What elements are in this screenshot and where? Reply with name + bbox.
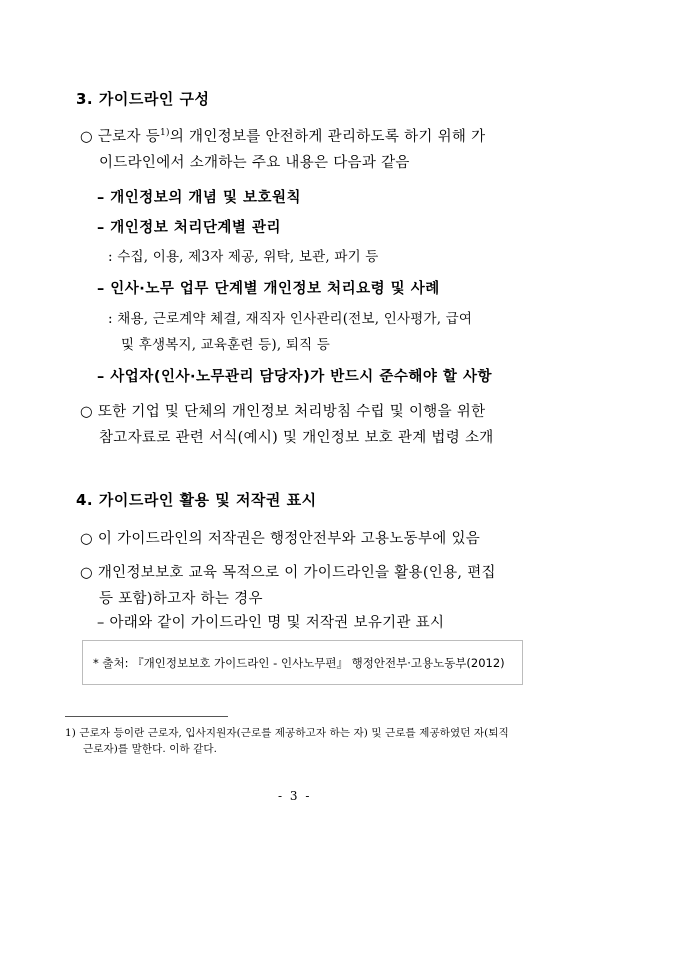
section-3-item-4: – 사업자(인사·노무관리 담당자)가 반드시 준수해야 할 사항 <box>97 369 492 385</box>
section-3-item-3-detail-line-2: 및 후생복지, 교육훈련 등), 퇴직 등 <box>121 337 331 353</box>
bullet-text: ○ 근로자 등 <box>80 129 160 145</box>
section-3-item-2: – 개인정보 처리단계별 관리 <box>97 220 281 236</box>
section-3-bullet-2-line-1: ○ 또한 기업 및 단체의 개인정보 처리방침 수립 및 이행을 위한 <box>80 404 486 420</box>
section-4-bullet-1: ○ 이 가이드라인의 저작권은 행정안전부와 고용노동부에 있음 <box>80 531 481 547</box>
section-3-item-3: – 인사·노무 업무 단계별 개인정보 처리요령 및 사례 <box>97 281 440 297</box>
section-4-bullet-2-line-2: 등 포함)하고자 하는 경우 <box>99 591 263 607</box>
section-3-heading: 3. 가이드라인 구성 <box>76 90 210 108</box>
footnote-line-2: 근로자)를 말한다. 이하 같다. <box>83 743 218 755</box>
footnote-line-1: 1) 근로자 등이란 근로자, 입사지원자(근로를 제공하고자 하는 자) 및 근로를 제공하였던 자(퇴직 <box>65 727 509 739</box>
section-3-bullet-1-line-1 <box>80 125 485 146</box>
section-4-bullet-2-sub: – 아래와 같이 가이드라인 명 및 저작권 보유기관 표시 <box>97 615 445 631</box>
source-citation-text: * 출처: 『개인정보보호 가이드라인 - 인사노무편』 행정안전부·고용노동부(2012) <box>93 656 505 670</box>
bullet-text: 의 개인정보를 안전하게 관리하도록 하기 위해 가 <box>169 129 486 145</box>
page-number: - 3 - <box>278 789 312 803</box>
section-3-bullet-2-line-2: 참고자료로 관련 서식(예시) 및 개인정보 보호 관계 법령 소개 <box>99 430 494 446</box>
footnote-reference[interactable]: 1) <box>160 128 170 138</box>
section-3-item-2-detail: : 수집, 이용, 제3자 제공, 위탁, 보관, 파기 등 <box>108 249 379 265</box>
section-4-heading: 4. 가이드라인 활용 및 저작권 표시 <box>76 491 317 509</box>
section-3-item-1: – 개인정보의 개념 및 보호원칙 <box>97 190 302 206</box>
section-3-bullet-1-line-2: 이드라인에서 소개하는 주요 내용은 다음과 같음 <box>99 155 410 171</box>
section-3-item-3-detail-line-1: : 채용, 근로계약 체결, 재직자 인사관리(전보, 인사평가, 급여 <box>108 311 473 327</box>
source-citation-box <box>82 640 523 685</box>
section-4-bullet-2-line-1: ○ 개인정보보호 교육 목적으로 이 가이드라인을 활용(인용, 편집 <box>80 565 496 581</box>
footnote-divider <box>65 716 228 717</box>
